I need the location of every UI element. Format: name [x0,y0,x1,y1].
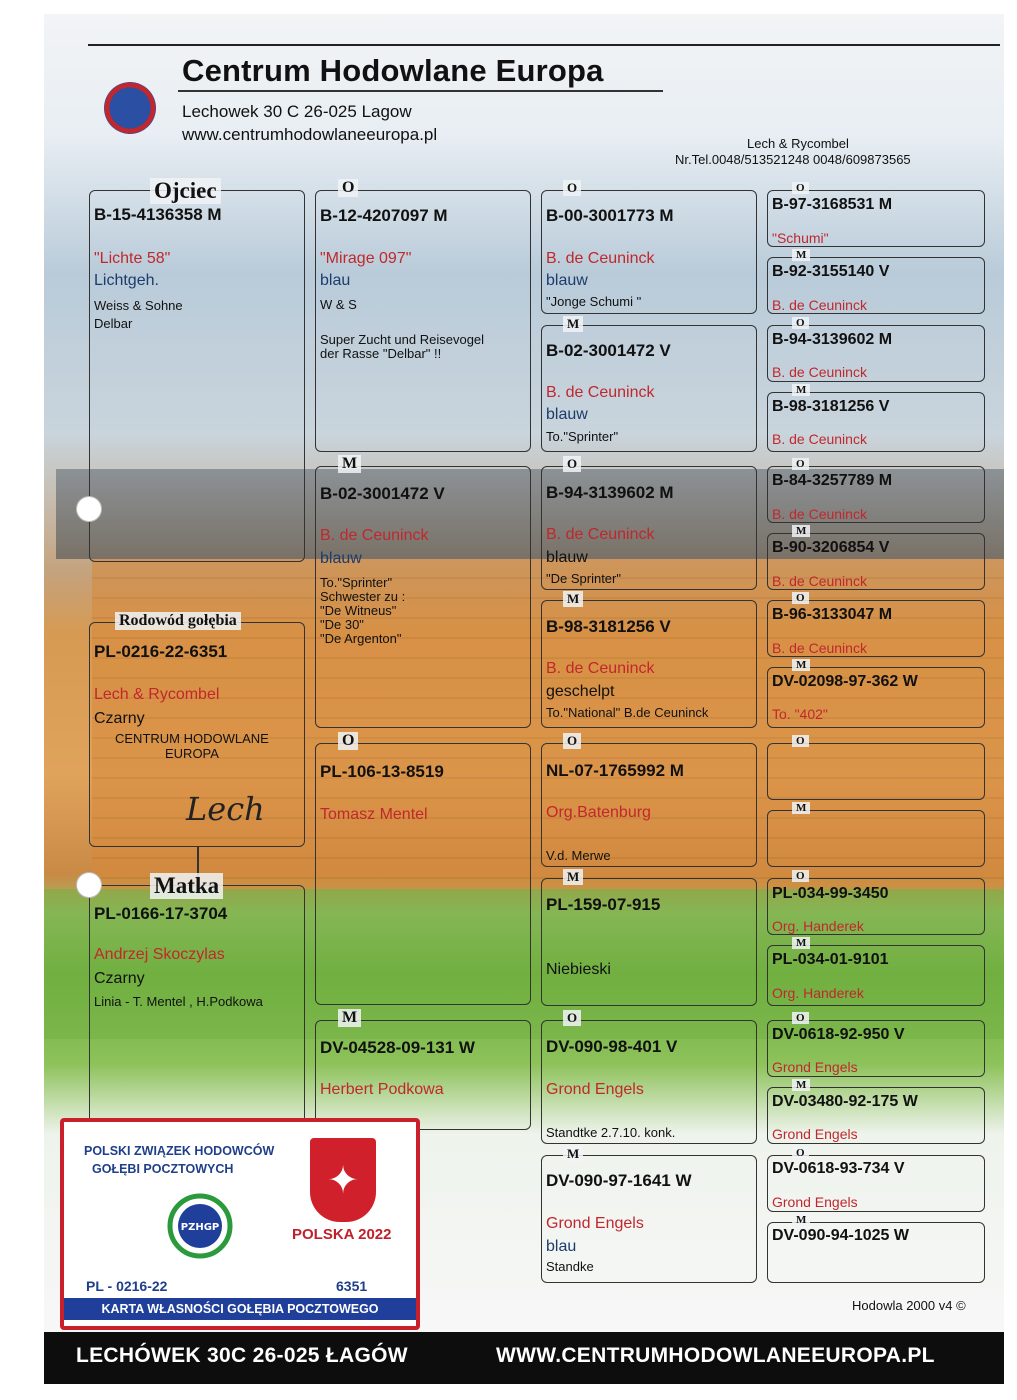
sex-label: O [338,732,358,750]
g4-ring: B-84-3257789 M [772,472,893,489]
g3-ring: B-98-3181256 V [546,617,671,636]
mother-ring: PL-0166-17-3704 [94,904,228,923]
g2-note-4: "De 30" [320,617,364,632]
g4-name: Grond Engels [772,1059,858,1075]
g4-name: Grond Engels [772,1194,858,1210]
ownership-card [60,1118,420,1330]
g3-name: B. de Ceuninck [546,526,655,543]
g3-ring: DV-090-98-401 V [546,1037,678,1056]
g4-ring: DV-0618-92-950 V [772,1026,905,1043]
g3-ring: B-94-3139602 M [546,483,674,502]
father-label: Ojciec [150,178,221,204]
sex-label: M [563,1146,583,1162]
sex-label: M [792,802,810,814]
g3-ring: B-00-3001773 M [546,206,674,225]
g2-name: B. de Ceuninck [320,527,429,544]
g4-name: To. "402" [772,706,828,722]
mother-label: Matka [150,873,223,899]
card-title: POLSKI ZWIĄZEK HODOWCÓW [84,1144,275,1158]
sex-label: O [792,317,809,329]
father-ring: B-15-4136358 M [94,205,222,224]
sex-label: O [792,1147,809,1159]
owner-name: Lech & Rycombel [747,136,849,151]
g4-ring: B-96-3133047 M [772,606,893,623]
g2-ring: DV-04528-09-131 W [320,1038,475,1057]
g4-name: B. de Ceuninck [772,297,867,313]
pedigree-label: Rodowód gołębia [115,612,241,630]
father-box [89,190,305,562]
pzhgp-logo-text: PZHGP [180,1222,220,1233]
sex-label: M [792,1214,810,1226]
g4-name: B. de Ceuninck [772,573,867,589]
sex-label: O [563,456,581,472]
g2-note-2: Schwester zu : [320,589,406,604]
sex-label: O [792,592,809,604]
g4-name: Grond Engels [772,1126,858,1142]
g2-color: blau [320,272,351,289]
g3-note: V.d. Merwe [546,848,611,863]
sex-label: M [792,1079,810,1091]
g2-note: To."Sprinter" [320,575,393,590]
g2-note-3: der Rasse "Delbar" !! [320,346,442,361]
g4-ring: PL-034-01-9101 [772,951,889,968]
g3-ring: DV-090-97-1641 W [546,1171,692,1190]
father-name: "Lichte 58" [94,250,171,267]
g3-color: Niebieski [546,961,611,978]
g2-color: blauw [320,550,362,567]
g4-name: Org. Handerek [772,918,864,934]
g4-ring: B-90-3206854 V [772,539,890,556]
g4-ring: B-98-3181256 V [772,398,890,415]
sex-label: O [563,180,581,196]
g2-note: W & S [320,297,357,312]
sex-label: O [792,1012,809,1024]
g3-ring: PL-159-07-915 [546,895,661,914]
sex-label: O [563,1010,581,1026]
sex-label: M [792,384,810,396]
g3-color: blauw [546,406,588,423]
subject-color: Czarny [94,710,145,727]
g4-ring: DV-090-94-1025 W [772,1227,909,1244]
g3-note: "Jonge Schumi " [546,294,642,309]
g4-name: B. de Ceuninck [772,364,867,380]
website[interactable]: www.centrumhodowlaneeuropa.pl [182,125,438,144]
g2-name: "Mirage 097" [320,250,412,267]
address: Lechowek 30 C 26-025 Lagow [182,102,412,121]
card-ring-prefix: PL - 0216-22 [86,1278,168,1294]
g3-note: To."Sprinter" [546,429,619,444]
g3-ring: NL-07-1765992 M [546,761,684,780]
g3-name: B. de Ceuninck [546,384,655,401]
sex-label: M [792,659,810,671]
subject-note-2: EUROPA [165,746,219,761]
g3-color: blau [546,1238,577,1255]
g4-box-empty [767,743,985,800]
sex-label: O [792,458,809,470]
g3-name: Grond Engels [546,1081,644,1098]
sex-label: O [563,733,581,749]
g4-ring: B-97-3168531 M [772,196,893,213]
g2-ring: B-02-3001472 V [320,484,445,503]
father-note: Weiss & Sohne [94,298,183,313]
sex-label: M [563,869,583,885]
mother-color: Czarny [94,970,145,987]
signature: Lech [186,790,265,828]
subject-breeder: Lech & Rycombel [94,686,220,703]
sex-label: M [792,249,810,261]
g4-name: "Schumi" [772,230,829,246]
subject-note: CENTRUM HODOWLANE [115,731,269,746]
g4-name: B. de Ceuninck [772,640,867,656]
sex-label: M [563,591,583,607]
g4-ring: DV-0618-93-734 V [772,1160,905,1177]
g3-note: Standke [546,1259,594,1274]
mother-breeder: Andrzej Skoczylas [94,946,225,963]
g2-ring: B-12-4207097 M [320,206,448,225]
polish-eagle-icon: ✦ [310,1138,376,1222]
g3-note: Standtke 2.7.10. konk. [546,1125,676,1140]
sex-label: M [563,316,583,332]
sex-label: O [792,870,809,882]
g2-box [315,190,531,452]
g3-color: blauw [546,272,588,289]
g2-box [315,1020,531,1130]
sex-label: O [792,182,809,194]
g4-ring: B-92-3155140 V [772,263,890,280]
g4-name: B. de Ceuninck [772,506,867,522]
father-note-2: Delbar [94,316,133,331]
g2-note-5: "De Argenton" [320,631,402,646]
g3-note: To."National" B.de Ceuninck [546,705,709,720]
g3-note: "De Sprinter" [546,571,621,586]
g3-color: geschelpt [546,683,615,700]
sex-label: M [792,937,810,949]
sex-label: M [792,525,810,537]
page-title: Centrum Hodowlane Europa [182,53,604,88]
g4-ring: B-94-3139602 M [772,331,893,348]
sex-label: O [338,179,358,197]
card-footer-bar: KARTA WŁASNOŚCI GOŁĘBIA POCZTOWEGO [64,1298,416,1320]
mother-note: Linia - T. Mentel , H.Podkowa [94,994,263,1009]
club-logo-icon [104,82,156,134]
footer-address: LECHÓWEK 30C 26-025 ŁAGÓW [76,1344,408,1367]
g4-name: B. de Ceuninck [772,431,867,447]
subject-ring: PL-0216-22-6351 [94,642,228,661]
footer-website[interactable]: WWW.CENTRUMHODOWLANEEUROPA.PL [496,1344,935,1367]
g4-ring: DV-03480-92-175 W [772,1093,918,1110]
g3-name: Org.Batenburg [546,804,651,821]
g2-name: Tomasz Mentel [320,806,428,823]
punch-hole [76,496,102,522]
g3-name: B. de Ceuninck [546,250,655,267]
g2-name: Herbert Podkowa [320,1081,444,1098]
g3-name: B. de Ceuninck [546,660,655,677]
card-subtitle: GOŁĘBI POCZTOWYCH [92,1162,234,1176]
g2-ring: PL-106-13-8519 [320,762,444,781]
g4-ring: DV-02098-97-362 W [772,673,918,690]
title-underline [178,90,663,92]
top-rule [88,44,1000,46]
g3-color: blauw [546,549,588,566]
father-color: Lichtgeh. [94,272,159,289]
g4-box-empty [767,810,985,867]
sex-label: O [792,735,809,747]
sex-label: M [338,1009,361,1027]
g4-name: Org. Handerek [772,985,864,1001]
g2-note-3: "De Witneus" [320,603,397,618]
g2-note-2: Super Zucht und Reisevogel [320,332,485,347]
pzhgp-logo-icon [164,1190,236,1262]
g4-ring: PL-034-99-3450 [772,885,889,902]
g3-ring: B-02-3001472 V [546,341,671,360]
g2-box [315,743,531,1005]
punch-hole [76,872,102,898]
phone-numbers: Nr.Tel.0048/513521248 0048/609873565 [675,152,911,167]
card-country: POLSKA 2022 [292,1226,392,1243]
sex-label: M [338,455,361,473]
software-version: Hodowla 2000 v4 © [852,1298,966,1313]
g3-name: Grond Engels [546,1215,644,1232]
card-ring-number: 6351 [336,1278,368,1294]
